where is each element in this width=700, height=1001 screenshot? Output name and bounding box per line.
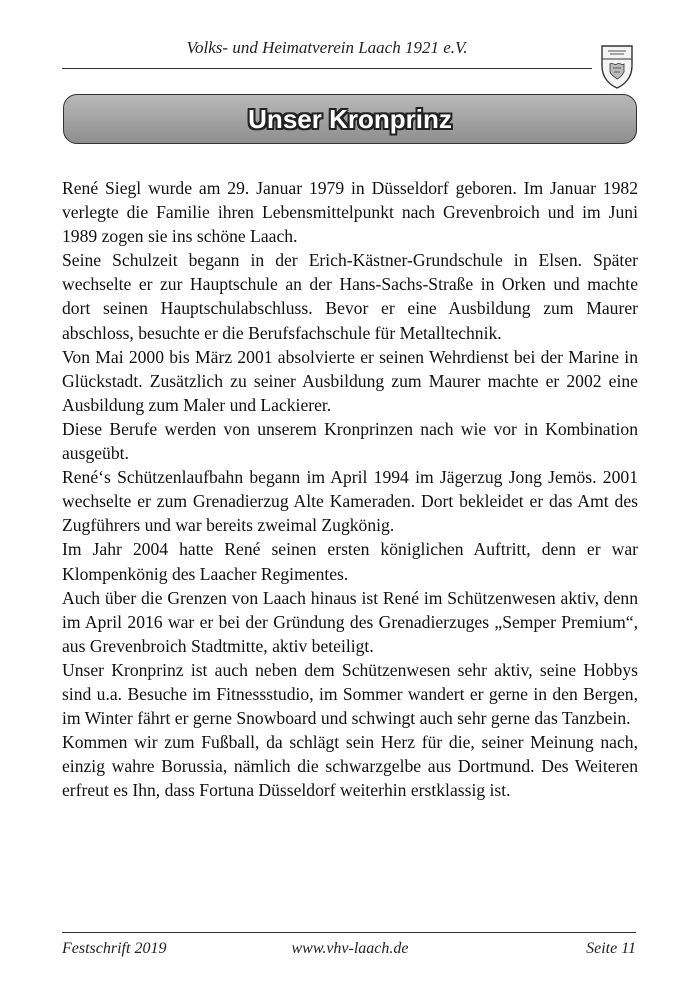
paragraph: Im Jahr 2004 hatte René seinen ersten königlichen Auftritt, denn er war Klompenkönig des Laacher Regimentes.	[62, 539, 638, 584]
paragraph: René‘s Schützenlaufbahn begann im April 1994 im Jägerzug Jong Jemös. 2001 wechselte er zum Grenadierzug Alte Kameraden. Dort bekleidet er das Amt des Zugführers und war bereits zweimal Zugkönig.	[62, 467, 638, 536]
paragraph: Unser Kronprinz ist auch neben dem Schützenwesen sehr aktiv, seine Hobbys sind u.a. Besuche im Fitnessstudio, im Sommer wandert er gerne in den Bergen, im Winter fährt er gerne Snowboard und schwingt auch sehr gerne das Tanzbein.	[62, 659, 638, 729]
header-divider	[62, 68, 592, 69]
paragraph: Seine Schulzeit begann in der Erich-Kästner-Grundschule in Elsen. Später wechselte er zur Hauptschule an der Hans-Sachs-Straße in Orken und machte dort seinen Hauptschulabschluss. Bevor er eine Ausbildung zum Maurer abschloss, besuchte er die Berufsfachschule für Metalltechnik.	[62, 250, 638, 343]
paragraph: Von Mai 2000 bis März 2001 absolvierte er seinen Wehrdienst bei der Marine in Glückstadt. Zusätzlich zu seiner Ausbildung zum Maurer machte er 2002 eine Ausbildung zum Maler und Lackierer.	[62, 346, 638, 415]
footer-website: www.vhv-laach.de	[291, 940, 409, 957]
title-banner	[63, 94, 637, 144]
paragraph: Kommen wir zum Fußball, da schlägt sein Herz für die, seiner Meinung nach, einzig wahre Borussia, nämlich die schwarzgelbe aus Dortmund. Des Weiteren erfreut es Ihn, dass Fortuna Düsseldorf weiterhin erstklassig ist.	[62, 732, 638, 801]
coat-of-arms-icon	[598, 42, 636, 90]
paragraph: René Siegl wurde am 29. Januar 1979 in Düsseldorf geboren. Im Januar 1982 verlegte die Familie ihren Lebensmittelpunkt nach Grevenbroich und im Juni 1989 zogen sie ins schöne Laach.	[62, 178, 638, 247]
paragraph: Auch über die Grenzen von Laach hinaus ist René im Schützenwesen aktiv, denn im April 2016 war er bei der Gründung des Grenadierzuges „Semper Premium“, aus Grevenbroich Stadtmitte, aktiv beteiligt.	[62, 587, 638, 656]
paragraph: Diese Berufe werden von unserem Kronprinzen nach wie vor in Kombination ausgeübt.	[62, 418, 638, 464]
footer-divider	[62, 932, 636, 933]
footer-publication: Festschrift 2019	[62, 940, 167, 957]
page-title: Unser Kronprinz	[248, 103, 452, 134]
header-title: Volks- und Heimatverein Laach 1921 e.V.	[186, 38, 468, 57]
footer-page-number: Seite 11	[586, 940, 636, 957]
article-body	[62, 176, 638, 802]
